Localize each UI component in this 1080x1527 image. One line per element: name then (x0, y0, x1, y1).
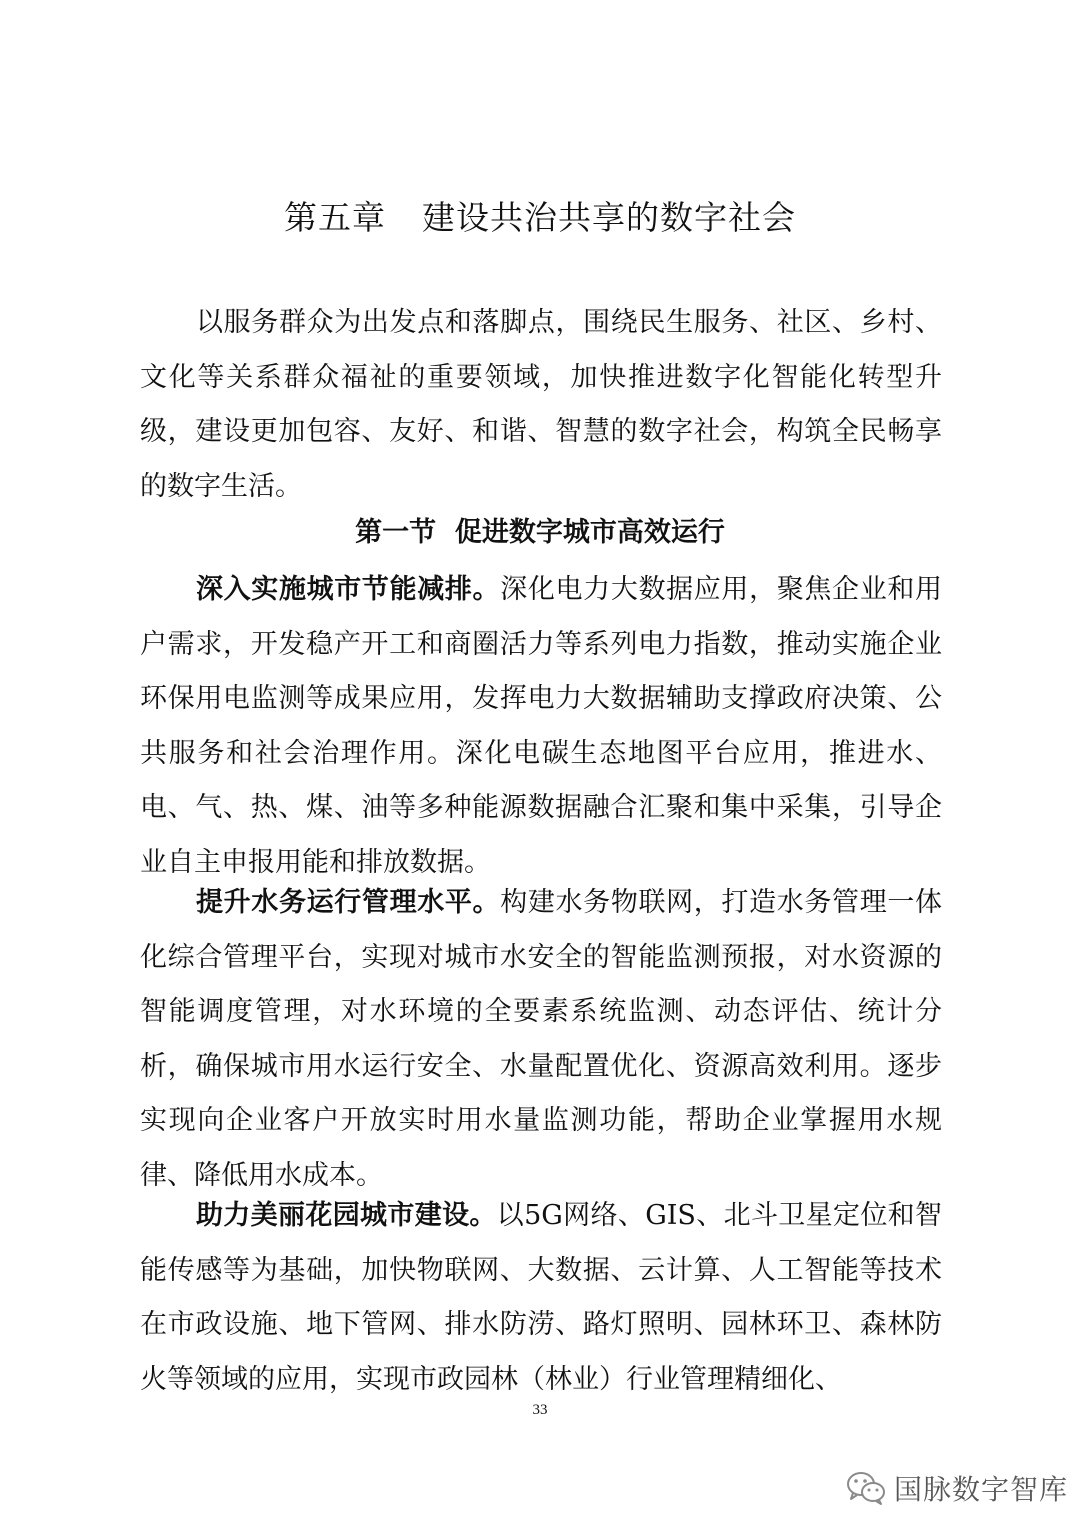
page-number: 33 (532, 1402, 548, 1418)
watermark (846, 1466, 1068, 1510)
paragraph-lead: 助力美丽花园城市建设。 (196, 1200, 497, 1231)
paragraph-energy (140, 563, 942, 891)
section-title: 第一节 促进数字城市高效运行 (355, 517, 725, 548)
watermark-text: 国脉数字智库 (894, 1473, 1069, 1506)
paragraph-text: 以5G网络、GIS、北斗卫星定位和智能传感等为基础，加快物联网、大数据、云计算、人工智能等技术在市政设施、地下管网、排水防涝、路灯照明、园林环卫、森林防火等领域的应用，实现市政园林（林业）行业管理精细化、 (140, 1200, 942, 1395)
paragraph-garden-city (140, 1189, 942, 1407)
paragraph-water (140, 876, 942, 1204)
wechat-icon (846, 1470, 886, 1506)
chapter-title (0, 192, 1080, 239)
paragraph-text: 构建水务物联网，打造水务管理一体化综合管理平台，实现对城市水安全的智能监测预报，对水资源的智能调度管理，对水环境的全要素系统监测、动态评估、统计分析，确保城市用水运行安全、水量配置优化、资源高效利用。逐步实现向企业客户开放实时用水量监测功能，帮助企业掌握用水规律、降低用水成本。 (140, 887, 943, 1191)
chapter-number: 第五章 (284, 198, 386, 237)
paragraph-lead: 深入实施城市节能减排。 (196, 574, 501, 605)
intro-paragraph: 以服务群众为出发点和落脚点，围绕民生服务、社区、乡村、文化等关系群众福祉的重要领域，加快推进数字化智能化转型升级，建设更加包容、友好、和谐、智慧的数字社会，构筑全民畅享的数字生活。 (140, 307, 942, 502)
chapter-name: 建设共治共享的数字社会 (422, 198, 796, 237)
paragraph-text: 深化电力大数据应用，聚焦企业和用户需求，开发稳产开工和商圈活力等系列电力指数，推动实施企业环保用电监测等成果应用，发挥电力大数据辅助支撑政府决策、公共服务和社会治理作用。深化电碳生态地图平台应用，推进水、电、气、热、煤、油等多种能源数据融合汇聚和集中采集，引导企业自主申报用能和排放数据。 (140, 574, 943, 878)
paragraph-lead: 提升水务运行管理水平。 (196, 887, 501, 918)
